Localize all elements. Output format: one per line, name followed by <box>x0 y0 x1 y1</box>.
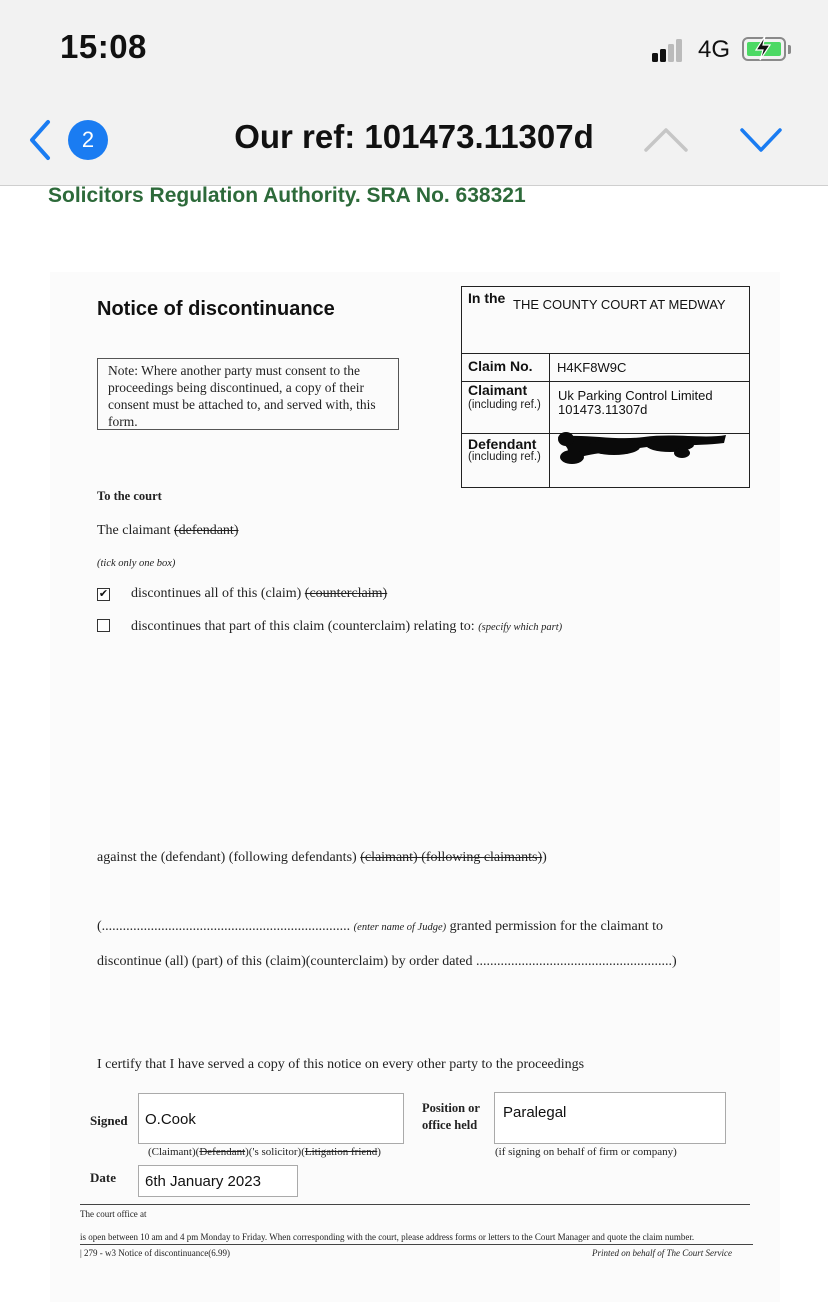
claimant-label: Claimant <box>468 382 528 398</box>
redacted-defendant-name <box>554 431 730 467</box>
claim-number: H4KF8W9C <box>557 360 627 375</box>
claimant-text: The claimant <box>97 523 171 538</box>
claimant-ref: 101473.11307d <box>558 402 648 417</box>
signed-capacity-part3: ) <box>377 1146 381 1158</box>
page-title: Our ref: 101473.11307d <box>234 118 594 155</box>
footer-hours: is open between 10 am and 4 pm Monday to Friday. When corresponding with the court, please address forms or letters to the Court Manager and quote the claim number. <box>80 1232 695 1242</box>
signed-capacity-part2: )('s solicitor)( <box>245 1146 305 1158</box>
option2-text: discontinues that part of this claim (counterclaim) relating to: <box>131 619 475 634</box>
option1-text: discontinues all of this (claim) <box>131 586 302 601</box>
footer-form-code: | 279 - w3 Notice of discontinuance(6.99) <box>80 1248 231 1258</box>
signed-capacity-part1: (Claimant)( <box>148 1146 200 1158</box>
footer-court-office: The court office at <box>80 1209 147 1219</box>
battery-cap <box>788 45 791 54</box>
battery-icon <box>742 37 786 61</box>
network-label: 4G <box>698 36 731 63</box>
chevron-up-icon[interactable] <box>642 124 690 156</box>
judge-statement <box>97 919 663 935</box>
chevron-down-icon[interactable] <box>738 124 784 156</box>
order-statement: discontinue (all) (part) of this (claim)(counterclaim) by order dated ........................................................) <box>97 954 677 969</box>
signed-capacity-struck2: Litigation friend <box>304 1146 378 1158</box>
certify-statement: I certify that I have served a copy of this notice on every other party to the proceedings <box>97 1057 585 1072</box>
claimant-statement <box>97 523 239 539</box>
signed-label: Signed <box>90 1113 128 1128</box>
discontinue-all-checkbox[interactable]: ✔ <box>98 588 109 600</box>
discontinue-all-option <box>131 586 387 602</box>
defendant-struck-text: (defendant) <box>173 523 239 538</box>
position-hint: (if signing on behalf of firm or company) <box>495 1146 677 1158</box>
to-the-court-heading: To the court <box>97 489 162 503</box>
date-field[interactable] <box>138 1165 298 1197</box>
against-text: against the (defendant) (following defendants) <box>97 850 357 865</box>
status-time: 15:08 <box>60 28 147 65</box>
position-label: Position or office held <box>422 1101 480 1132</box>
court-name: THE COUNTY COURT AT MEDWAY <box>513 297 726 312</box>
tick-instruction: (tick only one box) <box>97 558 176 569</box>
position-field[interactable] <box>494 1092 726 1144</box>
footer-divider-2 <box>80 1244 753 1245</box>
position-value: Paralegal <box>503 1104 567 1121</box>
date-label: Date <box>90 1170 116 1185</box>
judge-hint: (enter name of Judge) <box>353 922 447 933</box>
signal-icon <box>652 38 690 62</box>
judge-text: granted permission for the claimant to <box>449 919 664 934</box>
date-value: 6th January 2023 <box>145 1173 261 1190</box>
defendant-label: Defendant <box>468 436 537 452</box>
in-the-label: In the <box>468 290 506 306</box>
back-chevron-icon[interactable] <box>24 118 54 162</box>
signed-value: O.Cook <box>145 1111 196 1128</box>
option2-hint: (specify which part) <box>478 622 563 633</box>
option1-struck-text: (counterclaim) <box>304 586 388 601</box>
discontinue-part-checkbox[interactable] <box>97 619 110 632</box>
claimant-name: Uk Parking Control Limited <box>558 388 713 403</box>
against-struck-text: (claimant) (following claimants) <box>360 850 543 865</box>
note-box: Note: Where another party must consent to the proceedings being discontinued, a copy of their consent must be attached to, and served with, this form. <box>97 358 399 430</box>
court-details-table <box>461 286 750 488</box>
judge-blank: (....................................................................... <box>97 919 351 934</box>
footer-printed-by: Printed on behalf of The Court Service <box>592 1248 732 1258</box>
discontinue-part-option <box>131 619 562 635</box>
form-title: Notice of discontinuance <box>97 298 335 320</box>
signed-capacity <box>148 1146 381 1158</box>
against-close: ) <box>542 850 547 865</box>
footer-divider <box>80 1204 750 1205</box>
claimant-sub-label: (including ref.) <box>468 399 541 411</box>
signed-field[interactable] <box>138 1093 404 1144</box>
defendant-sub-label: (including ref.) <box>468 451 541 463</box>
signed-capacity-struck1: Defendant <box>199 1146 246 1158</box>
unread-count-badge[interactable]: 2 <box>68 120 108 160</box>
claim-no-label: Claim No. <box>468 358 533 374</box>
against-statement <box>97 850 547 866</box>
sra-registration-line: Solicitors Regulation Authority. SRA No. 638321 <box>48 184 526 207</box>
